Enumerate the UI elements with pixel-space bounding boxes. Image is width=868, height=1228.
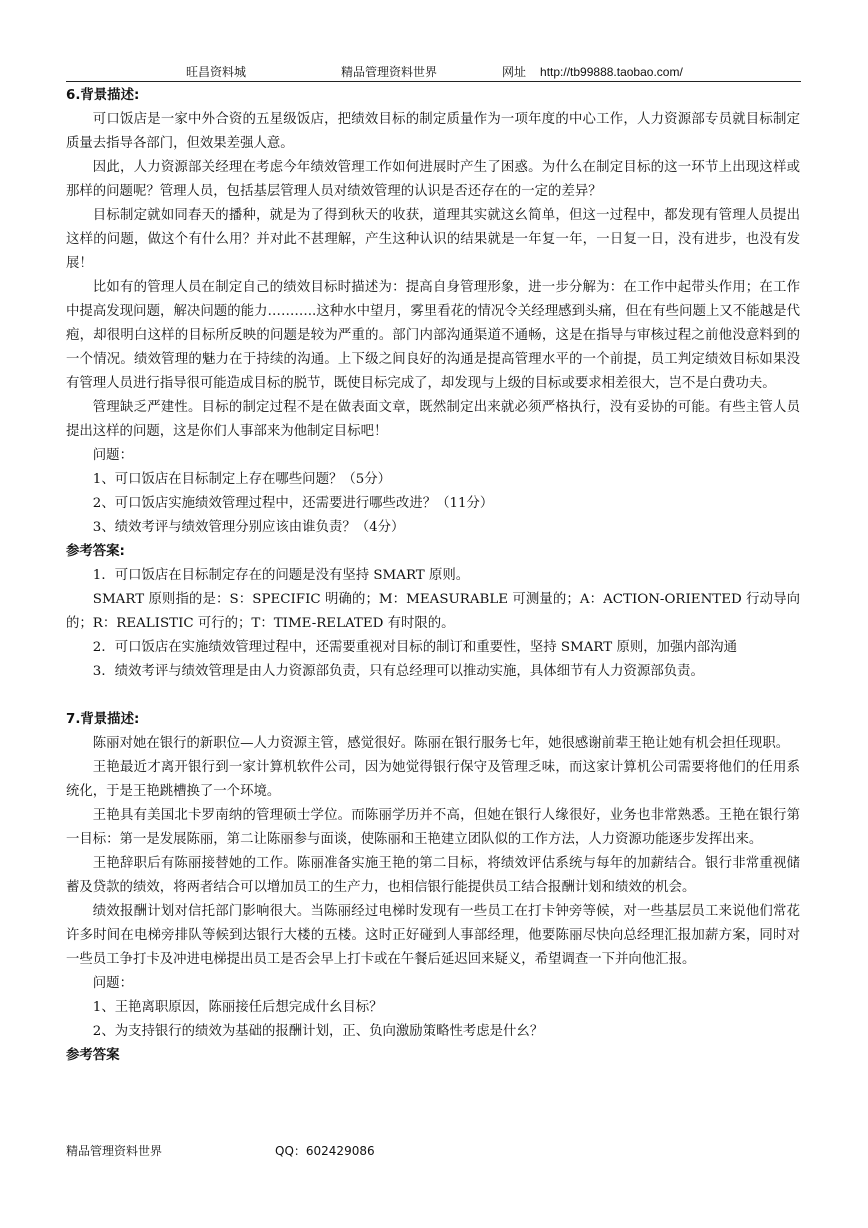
section-6-paragraph: 因此，人力资源部关经理在考虑今年绩效管理工作如何进展时产生了困惑。为什么在制定目标的这一环节上出现这样或那样的问题呢？管理人员，包括基层管理人员对绩效管理的认识是否还存在的一定的差异？: [66, 160, 800, 199]
section-6-question: 2、可口饭店实施绩效管理过程中，还需要进行哪些改进？（11分）: [92, 496, 494, 511]
section-6-answer-title: 参考答案:: [66, 544, 125, 559]
section-7-question: 1、王艳离职原因，陈丽接任后想完成什幺目标？: [92, 1000, 383, 1015]
section-7-answer-title: 参考答案: [66, 1048, 120, 1063]
section-7-paragraph: 陈丽对她在银行的新职位—人力资源主管，感觉很好。陈丽在银行服务七年，她很感谢前辈王艳让她有机会担任现职。: [92, 736, 790, 751]
footer-site-name: 精品管理资料世界: [66, 1144, 163, 1158]
header-url: http://tb99888.taobao.com/: [540, 65, 683, 79]
page-footer: [66, 1142, 801, 1162]
section-7-paragraph: 绩效报酬计划对信托部门影响很大。当陈丽经过电梯时发现有一些员工在打卡钟旁等候，对一些基层员工来说他们常花许多时间在电梯旁排队等候到达银行大楼的五楼。这时正好碰到人事部经理，他要陈丽尽快向总经理汇报加薪方案，同时对一些员工争打卡及冲进电梯提出员工是否会早上打卡或在午餐后延迟回来疑义，希望调查一下并向他汇报。: [66, 904, 800, 967]
section-6-title: 6.背景描述:: [66, 88, 140, 103]
section-6-question-label: 问题：: [92, 448, 133, 463]
header-divider: [66, 81, 801, 82]
section-6-answer: 2．可口饭店在实施绩效管理过程中，还需要重视对目标的制订和重要性，坚持 SMART 原则，加强内部沟通: [92, 640, 737, 655]
section-6-answer: 1．可口饭店在目标制定存在的问题是没有坚持 SMART 原则。: [92, 568, 470, 583]
header-url-block: [502, 63, 683, 80]
section-6-question: 3、绩效考评与绩效管理分别应该由谁负责？（4分）: [92, 520, 405, 535]
section-6-paragraph: 管理缺乏严建性。目标的制定过程不是在做表面文章，既然制定出来就必须严格执行，没有妥协的可能。有些主管人员提出这样的问题，这是你们人事部来为他制定目标吧！: [66, 400, 800, 439]
header-shop-name: 旺昌资料城: [186, 65, 247, 79]
section-7-paragraph: 王艳最近才离开银行到一家计算机软件公司，因为她觉得银行保守及管理乏味，而这家计算机公司需要将他们的任用系统化，于是王艳跳槽换了一个环境。: [66, 760, 800, 799]
section-spacer: [66, 684, 800, 708]
footer-qq: QQ：602429086: [275, 1144, 375, 1158]
section-7-question-label: 问题：: [92, 976, 133, 991]
section-6-answer: SMART 原则指的是：S：SPECIFIC 明确的；M：MEASURABLE 可测量的；A：ACTION-ORIENTED 行动导向的；R：REALISTIC 可行的；T：TIME-RELATED 有时限的。: [66, 592, 800, 631]
section-6-paragraph: 目标制定就如同春天的播种，就是为了得到秋天的收获，道理其实就这幺简单，但这一过程中，都发现有管理人员提出这样的问题，做这个有什么用？并对此不甚理解，产生这种认识的结果就是一年复一年，一日复一日，没有进步，也没有发展！: [66, 208, 800, 271]
section-6-paragraph: 比如有的管理人员在制定自己的绩效目标时描述为：提高自身管理形象，进一步分解为：在工作中起带头作用；在工作中提高发现问题，解决问题的能力………..这种水中望月，雾里看花的情况令关经理感到头痛，但在有些问题上又不能越是代疱，却很明白这样的目标所反映的问题是较为严重的。部门内部沟通渠道不通畅，这是在指导与审核过程之前他没意料到的一个情况。绩效管理的魅力在于持续的沟通。上下级之间良好的沟通是提高管理水平的一个前提，员工判定绩效目标如果没有管理人员进行指导很可能造成目标的脱节，既使目标完成了，却发现与上级的目标或要求相差很大，岂不是白费功夫。: [66, 280, 800, 391]
section-6-answer: 3．绩效考评与绩效管理是由人力资源部负责，只有总经理可以推动实施，具体细节有人力资源部负责。: [92, 664, 704, 679]
page-header: [66, 60, 801, 80]
header-site-name: 精品管理资料世界: [341, 65, 438, 79]
section-7-title: 7.背景描述:: [66, 712, 140, 727]
section-6-question: 1、可口饭店在目标制定上存在哪些问题？（5分）: [92, 472, 392, 487]
header-url-label: 网址: [502, 65, 527, 79]
section-7-paragraph: 王艳具有美国北卡罗南纳的管理硕士学位。而陈丽学历并不高，但她在银行人缘很好，业务也非常熟悉。王艳在银行第一目标：第一是发展陈丽，第二让陈丽参与面谈，使陈丽和王艳建立团队似的工作方法，人力资源功能逐步发挥出来。: [66, 808, 800, 847]
document-body: [66, 84, 800, 1068]
section-7-paragraph: 王艳辞职后有陈丽接替她的工作。陈丽准备实施王艳的第二目标，将绩效评估系统与每年的加薪结合。银行非常重视储蓄及贷款的绩效，将两者结合可以增加员工的生产力，也相信银行能提供员工结合报酬计划和绩效的机会。: [66, 856, 800, 895]
section-6-paragraph: 可口饭店是一家中外合资的五星级饭店，把绩效目标的制定质量作为一项年度的中心工作，人力资源部专员就目标制定质量去指导各部门，但效果差强人意。: [66, 112, 800, 151]
section-7-question: 2、为支持银行的绩效为基础的报酬计划，正、负向激励策略性考虑是什幺？: [92, 1024, 544, 1039]
